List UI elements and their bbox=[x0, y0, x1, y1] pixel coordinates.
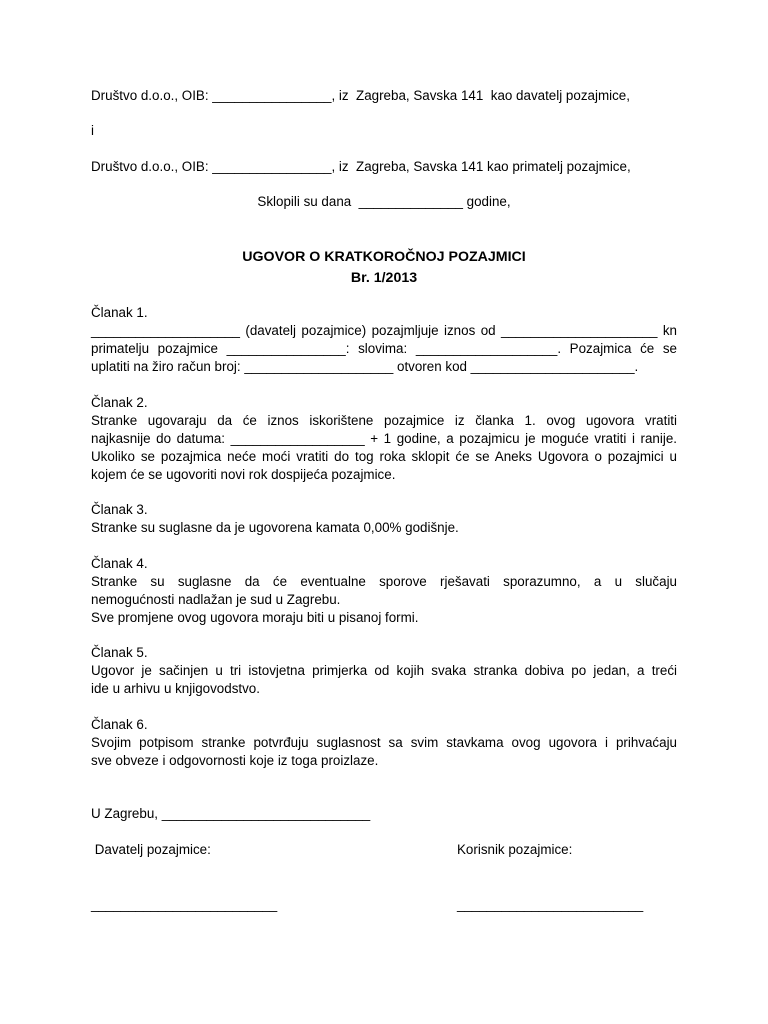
article-text-line: sve obveze i odgovornosti koje iz toga proizlaze. bbox=[91, 753, 379, 768]
borrower-signature-line: _________________________ bbox=[457, 897, 644, 912]
conjunction: i bbox=[91, 123, 94, 138]
article-text-line: Svojim potpisom stranke potvrđuju suglasnost sa svim stavkama ovog ugovora i prihvaćaju bbox=[91, 735, 677, 750]
article-heading: Članak 2. bbox=[91, 395, 148, 410]
article-text-line: Stranke su suglasne da je ugovorena kamata 0,00% godišnje. bbox=[91, 520, 459, 535]
article-text-line: Stranke ugovaraju da će iznos iskorištene pozajmice iz članka 1. ovog ugovora vratiti bbox=[91, 413, 677, 428]
document-title: UGOVOR O KRATKOROČNOJ POZAJMICI bbox=[242, 249, 526, 265]
article-text-line: Stranke su suglasne da će eventualne sporove rješavati sporazumno, a u slučaju bbox=[91, 574, 677, 589]
article-text-line: primatelju pozajmice ________________: slovima: ___________________. Pozajmica će se bbox=[91, 341, 677, 356]
article-heading: Članak 4. bbox=[91, 556, 148, 571]
article-text-line: ide u arhivu u knjigovodstvo. bbox=[91, 681, 260, 696]
borrower-signature-label: Korisnik pozajmice: bbox=[457, 842, 573, 857]
article-text-line: Ukoliko se pozajmica neće moći vratiti do tog roka sklopit će se Aneks Ugovora o pozajmici u bbox=[91, 449, 677, 464]
place-and-date-line: U Zagrebu, ____________________________ bbox=[91, 806, 371, 821]
article-text-line: Sve promjene ovog ugovora moraju biti u pisanoj formi. bbox=[91, 610, 419, 625]
article-heading: Članak 6. bbox=[91, 717, 148, 732]
lender-party-line: Društvo d.o.o., OIB: ________________, iz Zagreba, Savska 141 kao davatelj pozajmice, bbox=[91, 88, 630, 103]
article-heading: Članak 5. bbox=[91, 645, 148, 660]
lender-signature-label: Davatelj pozajmice: bbox=[91, 842, 211, 857]
article-text-line: ____________________ (davatelj pozajmice) pozajmljuje iznos od _____________________ kn bbox=[91, 323, 677, 338]
lender-signature-line: _________________________ bbox=[91, 897, 278, 912]
article-text-line: Ugovor je sačinjen u tri istovjetna primjerka od kojih svaka stranka dobiva po jedan, a treći bbox=[91, 663, 677, 678]
document-number: Br. 1/2013 bbox=[350, 270, 418, 286]
borrower-party-line: Društvo d.o.o., OIB: ________________, iz Zagreba, Savska 141 kao primatelj pozajmice, bbox=[91, 159, 631, 174]
article-heading: Članak 3. bbox=[91, 502, 148, 517]
article-text-line: kojem će se ugovoriti novi rok dospijeća pozajmice. bbox=[91, 467, 396, 482]
article-heading: Članak 1. bbox=[91, 305, 148, 320]
article-text-line: uplatiti na žiro račun broj: ____________________ otvoren kod ______________________. bbox=[91, 359, 639, 374]
article-text-line: nemogućnosti nadlažan je sud u Zagrebu. bbox=[91, 592, 341, 607]
article-text-line: najkasnije do datuma: __________________ + 1 godine, a pozajmicu je moguće vratiti i ranije. bbox=[91, 431, 677, 446]
concluded-date-line: Sklopili su dana ______________ godine, bbox=[257, 194, 511, 209]
